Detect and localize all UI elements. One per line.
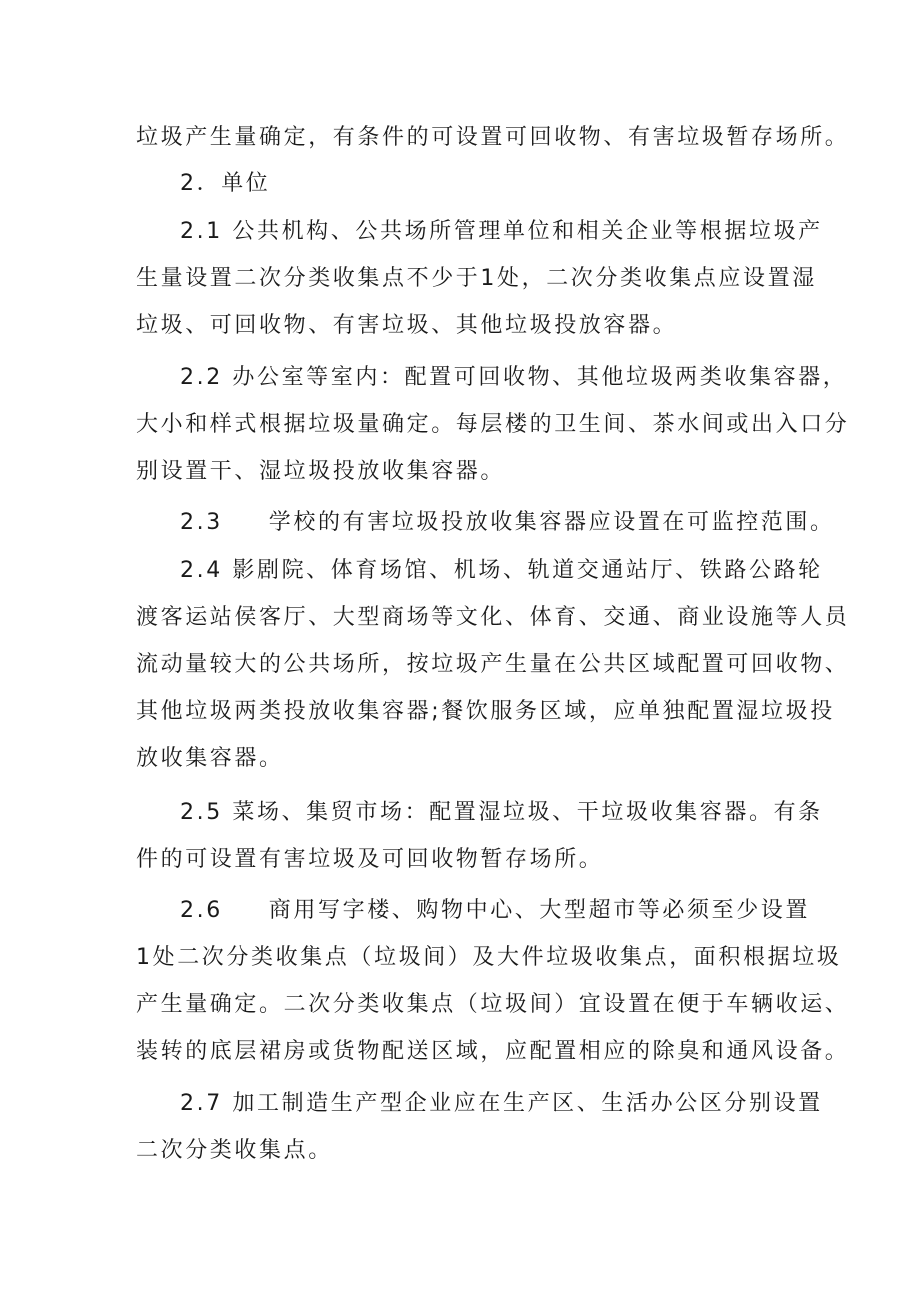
text-line	[180, 505, 835, 541]
text-line: 大小和样式根据垃圾量确定。每层楼的卫生间、茶水间或出入口分	[136, 412, 850, 437]
text-line: 垃圾产生量确定，有条件的可设置可回收物、有害垃圾暂存场所。	[136, 125, 850, 150]
section-heading: 2．单位	[180, 171, 271, 196]
clause-number: 2.3	[180, 510, 223, 535]
text-line: 别设置干、湿垃圾投放收集容器。	[136, 459, 506, 484]
text-line: 生量设置二次分类收集点不少于1处，二次分类收集点应设置湿	[136, 266, 817, 291]
text-line: 2.1 公共机构、公共场所管理单位和相关企业等根据垃圾产	[180, 219, 823, 244]
text-line: 其他垃圾两类投放收集容器;餐饮服务区域，应单独配置湿垃圾投	[136, 699, 835, 724]
text-line: 二次分类收集点。	[136, 1138, 333, 1163]
text-line: 1处二次分类收集点（垃圾间）及大件垃圾收集点，面积根据垃圾	[136, 945, 842, 970]
text-line: 2.4 影剧院、体育场馆、机场、轨道交通站厅、铁路公路轮	[180, 558, 823, 583]
text-line: 产生量确定。二次分类收集点（垃圾间）宜设置在便于车辆收运、	[136, 992, 850, 1017]
text-line: 2.5 菜场、集贸市场：配置湿垃圾、干垃圾收集容器。有条	[180, 800, 823, 825]
text-line: 2.7 加工制造生产型企业应在生产区、生活办公区分别设置	[180, 1091, 823, 1116]
clause-text: 学校的有害垃圾投放收集容器应设置在可监控范围。	[268, 510, 835, 535]
clause-text: 商用写字楼、购物中心、大型超市等必须至少设置	[268, 898, 810, 923]
text-line: 渡客运站侯客厅、大型商场等文化、体育、交通、商业设施等人员	[136, 605, 850, 630]
text-line: 2.2 办公室等室内：配置可回收物、其他垃圾两类收集容器，	[180, 365, 848, 390]
text-line: 垃圾、可回收物、有害垃圾、其他垃圾投放容器。	[136, 313, 678, 338]
text-line: 流动量较大的公共场所，按垃圾产生量在公共区域配置可回收物、	[136, 652, 850, 677]
text-line: 装转的底层裙房或货物配送区域，应配置相应的除臭和通风设备。	[136, 1039, 850, 1064]
text-line: 放收集容器。	[136, 746, 284, 771]
text-line: 件的可设置有害垃圾及可回收物暂存场所。	[136, 847, 604, 872]
clause-number: 2.6	[180, 898, 223, 923]
text-line	[180, 893, 810, 929]
